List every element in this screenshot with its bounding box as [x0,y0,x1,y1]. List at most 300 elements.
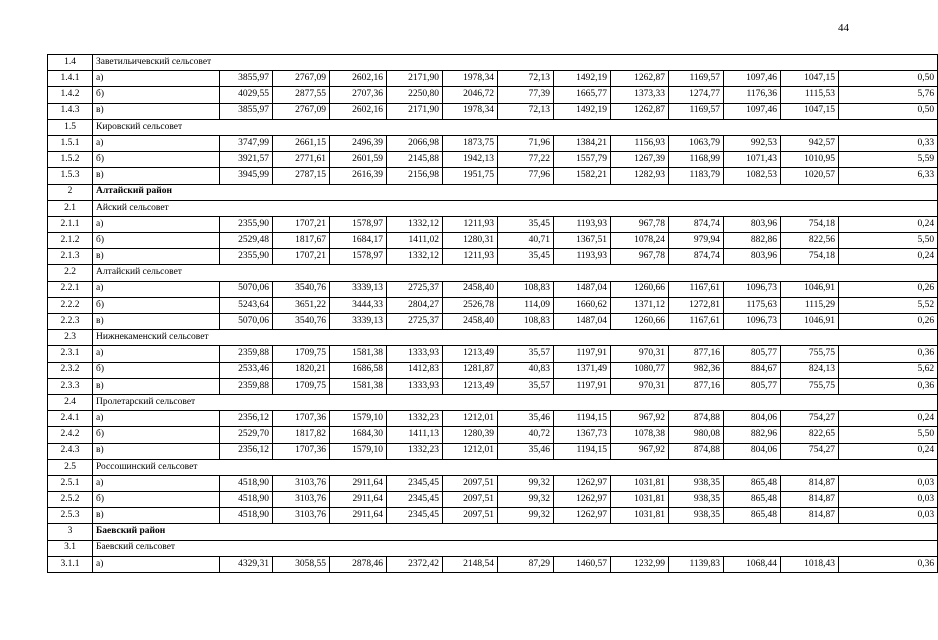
value-cell: 1332,23 [387,411,443,427]
table-row [48,427,938,443]
value-cell: 1373,33 [611,87,669,103]
table-row [48,87,938,103]
value-cell: 0,24 [839,443,938,459]
value-cell: 1080,77 [611,362,669,378]
value-cell: 1280,31 [443,233,498,249]
section-title: Заветильичевский сельсовет [93,55,938,71]
row-label: б) [93,427,220,443]
value-cell: 1031,81 [611,475,669,491]
value-cell: 814,87 [781,508,839,524]
table-row [48,314,938,330]
value-cell: 4518,90 [220,492,273,508]
row-label: а) [93,411,220,427]
value-cell: 2804,27 [387,297,443,313]
row-label: а) [93,475,220,491]
value-cell: 3945,99 [220,168,273,184]
value-cell: 2911,64 [330,492,387,508]
value-cell: 1978,34 [443,103,498,119]
value-cell: 2616,39 [330,168,387,184]
value-cell: 71,96 [498,135,554,151]
value-cell: 35,57 [498,346,554,362]
row-label: а) [93,135,220,151]
value-cell: 2602,16 [330,71,387,87]
value-cell: 992,53 [724,135,781,151]
value-cell: 3339,13 [330,314,387,330]
row-label: а) [93,556,220,572]
row-code: 3.1 [48,540,93,556]
value-cell: 805,77 [724,378,781,394]
value-cell: 40,72 [498,427,554,443]
value-cell: 6,33 [839,168,938,184]
value-cell: 0,26 [839,281,938,297]
row-code: 1.5 [48,119,93,135]
row-label: б) [93,297,220,313]
value-cell: 1260,66 [611,314,669,330]
value-cell: 754,18 [781,216,839,232]
value-cell: 2097,51 [443,475,498,491]
table-row [48,135,938,151]
table-row [48,378,938,394]
value-cell: 3444,33 [330,297,387,313]
row-code: 2.4.3 [48,443,93,459]
value-cell: 0,50 [839,71,938,87]
row-label: в) [93,378,220,394]
row-code: 1.4 [48,55,93,71]
value-cell: 0,03 [839,492,938,508]
value-cell: 1578,97 [330,216,387,232]
value-cell: 1333,93 [387,346,443,362]
value-cell: 1167,61 [669,281,724,297]
value-cell: 1978,34 [443,71,498,87]
value-cell: 35,45 [498,216,554,232]
value-cell: 814,87 [781,475,839,491]
value-cell: 1197,91 [554,378,611,394]
value-cell: 1581,38 [330,346,387,362]
value-cell: 2145,88 [387,152,443,168]
value-cell: 1232,99 [611,556,669,572]
row-label: б) [93,233,220,249]
value-cell: 1115,53 [781,87,839,103]
row-label: в) [93,443,220,459]
value-cell: 755,75 [781,346,839,362]
value-cell: 5243,64 [220,297,273,313]
value-cell: 1031,81 [611,508,669,524]
value-cell: 2355,90 [220,249,273,265]
row-label: а) [93,216,220,232]
value-cell: 865,48 [724,508,781,524]
value-cell: 1274,77 [669,87,724,103]
value-cell: 1097,46 [724,71,781,87]
value-cell: 2771,61 [273,152,330,168]
value-cell: 1333,93 [387,378,443,394]
value-cell: 1411,02 [387,233,443,249]
value-cell: 77,22 [498,152,554,168]
value-cell: 2359,88 [220,346,273,362]
value-cell: 967,92 [611,443,669,459]
value-cell: 938,35 [669,475,724,491]
value-cell: 1686,58 [330,362,387,378]
value-cell: 1332,12 [387,249,443,265]
value-cell: 2601,59 [330,152,387,168]
value-cell: 1169,57 [669,71,724,87]
value-cell: 4029,55 [220,87,273,103]
value-cell: 865,48 [724,475,781,491]
value-cell: 2356,12 [220,411,273,427]
value-cell: 942,57 [781,135,839,151]
table-row [48,297,938,313]
row-code: 1.4.1 [48,71,93,87]
value-cell: 2171,90 [387,103,443,119]
table-row [48,492,938,508]
value-cell: 1332,12 [387,216,443,232]
value-cell: 2911,64 [330,508,387,524]
value-cell: 3103,76 [273,475,330,491]
value-cell: 824,13 [781,362,839,378]
value-cell: 884,67 [724,362,781,378]
row-label: в) [93,103,220,119]
value-cell: 1176,36 [724,87,781,103]
value-cell: 814,87 [781,492,839,508]
row-code: 2.5.2 [48,492,93,508]
page-number: 44 [838,22,849,34]
value-cell: 1665,77 [554,87,611,103]
value-cell: 1707,36 [273,411,330,427]
value-cell: 874,74 [669,216,724,232]
section-row [48,200,938,216]
value-cell: 1384,21 [554,135,611,151]
value-cell: 77,39 [498,87,554,103]
value-cell: 1332,23 [387,443,443,459]
value-cell: 1115,29 [781,297,839,313]
value-cell: 1046,91 [781,281,839,297]
value-cell: 1010,95 [781,152,839,168]
value-cell: 2787,15 [273,168,330,184]
value-cell: 1262,97 [554,475,611,491]
value-cell: 1020,57 [781,168,839,184]
row-code: 2.1.1 [48,216,93,232]
section-title: Нижнекаменский сельсовет [93,330,938,346]
value-cell: 803,96 [724,216,781,232]
value-cell: 1272,81 [669,297,724,313]
value-cell: 2345,45 [387,492,443,508]
value-cell: 5,50 [839,233,938,249]
value-cell: 2046,72 [443,87,498,103]
row-code: 2.1 [48,200,93,216]
value-cell: 1581,38 [330,378,387,394]
table-row [48,103,938,119]
value-cell: 1262,87 [611,71,669,87]
row-code: 2 [48,184,93,200]
value-cell: 3540,76 [273,281,330,297]
section-title: Баевский сельсовет [93,540,938,556]
value-cell: 2097,51 [443,492,498,508]
value-cell: 1820,21 [273,362,330,378]
value-cell: 1175,63 [724,297,781,313]
value-cell: 1211,93 [443,216,498,232]
section-row [48,459,938,475]
table-row [48,556,938,572]
value-cell: 882,96 [724,427,781,443]
value-cell: 1260,66 [611,281,669,297]
value-cell: 754,27 [781,411,839,427]
value-cell: 3855,97 [220,103,273,119]
value-cell: 0,24 [839,411,938,427]
value-cell: 967,92 [611,411,669,427]
row-code: 1.4.2 [48,87,93,103]
value-cell: 1873,75 [443,135,498,151]
table-row [48,216,938,232]
value-cell: 3540,76 [273,314,330,330]
value-cell: 35,46 [498,443,554,459]
value-cell: 1942,13 [443,152,498,168]
value-cell: 2156,98 [387,168,443,184]
value-cell: 1579,10 [330,443,387,459]
value-cell: 938,35 [669,492,724,508]
value-cell: 865,48 [724,492,781,508]
section-title: Айский сельсовет [93,200,938,216]
value-cell: 1262,97 [554,492,611,508]
value-cell: 2171,90 [387,71,443,87]
value-cell: 805,77 [724,346,781,362]
value-cell: 1047,15 [781,71,839,87]
row-code: 2.2.2 [48,297,93,313]
value-cell: 108,83 [498,314,554,330]
value-cell: 1557,79 [554,152,611,168]
value-cell: 0,36 [839,346,938,362]
section-row [48,119,938,135]
value-cell: 1707,21 [273,249,330,265]
value-cell: 1193,93 [554,216,611,232]
value-cell: 0,03 [839,508,938,524]
value-cell: 1046,91 [781,314,839,330]
value-cell: 0,24 [839,216,938,232]
value-cell: 982,36 [669,362,724,378]
value-cell: 970,31 [611,378,669,394]
value-cell: 1411,13 [387,427,443,443]
value-cell: 1212,01 [443,411,498,427]
value-cell: 822,56 [781,233,839,249]
value-cell: 3651,22 [273,297,330,313]
table-row [48,233,938,249]
value-cell: 1096,73 [724,314,781,330]
value-cell: 1071,43 [724,152,781,168]
value-cell: 2602,16 [330,103,387,119]
value-cell: 874,74 [669,249,724,265]
value-cell: 874,88 [669,411,724,427]
data-table [47,54,938,573]
row-code: 2.2.3 [48,314,93,330]
row-code: 2.3.1 [48,346,93,362]
value-cell: 1371,12 [611,297,669,313]
value-cell: 2529,70 [220,427,273,443]
row-label: а) [93,71,220,87]
value-cell: 2533,46 [220,362,273,378]
value-cell: 2725,37 [387,314,443,330]
value-cell: 3103,76 [273,492,330,508]
value-cell: 1211,93 [443,249,498,265]
value-cell: 804,06 [724,443,781,459]
row-code: 2.1.2 [48,233,93,249]
row-code: 2.4.1 [48,411,93,427]
value-cell: 2345,45 [387,475,443,491]
row-label: в) [93,249,220,265]
value-cell: 3921,57 [220,152,273,168]
row-code: 1.5.3 [48,168,93,184]
value-cell: 1367,51 [554,233,611,249]
value-cell: 2355,90 [220,216,273,232]
value-cell: 114,09 [498,297,554,313]
row-code: 2.5 [48,459,93,475]
value-cell: 40,71 [498,233,554,249]
value-cell: 2526,78 [443,297,498,313]
value-cell: 2707,36 [330,87,387,103]
value-cell: 2372,42 [387,556,443,572]
table-row [48,152,938,168]
value-cell: 99,32 [498,508,554,524]
value-cell: 1169,57 [669,103,724,119]
value-cell: 77,96 [498,168,554,184]
value-cell: 4518,90 [220,475,273,491]
value-cell: 980,08 [669,427,724,443]
value-cell: 877,16 [669,378,724,394]
value-cell: 1047,15 [781,103,839,119]
value-cell: 1371,49 [554,362,611,378]
value-cell: 72,13 [498,103,554,119]
district-row [48,184,938,200]
value-cell: 967,78 [611,216,669,232]
value-cell: 1078,24 [611,233,669,249]
value-cell: 1213,49 [443,346,498,362]
value-cell: 1194,15 [554,411,611,427]
value-cell: 1582,21 [554,168,611,184]
value-cell: 5,59 [839,152,938,168]
value-cell: 5,62 [839,362,938,378]
value-cell: 5070,06 [220,314,273,330]
value-cell: 0,36 [839,378,938,394]
value-cell: 755,75 [781,378,839,394]
table-row [48,281,938,297]
value-cell: 1018,43 [781,556,839,572]
row-code: 1.4.3 [48,103,93,119]
value-cell: 3339,13 [330,281,387,297]
value-cell: 1579,10 [330,411,387,427]
value-cell: 5,76 [839,87,938,103]
value-cell: 3855,97 [220,71,273,87]
value-cell: 1487,04 [554,314,611,330]
value-cell: 2458,40 [443,314,498,330]
row-label: в) [93,508,220,524]
value-cell: 4518,90 [220,508,273,524]
value-cell: 2250,80 [387,87,443,103]
value-cell: 1262,87 [611,103,669,119]
row-label: а) [93,281,220,297]
row-code: 2.3 [48,330,93,346]
value-cell: 882,86 [724,233,781,249]
value-cell: 1684,17 [330,233,387,249]
value-cell: 1817,67 [273,233,330,249]
value-cell: 754,18 [781,249,839,265]
value-cell: 2878,46 [330,556,387,572]
value-cell: 87,29 [498,556,554,572]
row-code: 2.5.1 [48,475,93,491]
row-label: а) [93,346,220,362]
value-cell: 0,26 [839,314,938,330]
value-cell: 2066,98 [387,135,443,151]
row-label: б) [93,362,220,378]
value-cell: 40,83 [498,362,554,378]
value-cell: 979,94 [669,233,724,249]
value-cell: 0,36 [839,556,938,572]
value-cell: 1082,53 [724,168,781,184]
section-title: Алтайский сельсовет [93,265,938,281]
value-cell: 1709,75 [273,378,330,394]
value-cell: 1267,39 [611,152,669,168]
row-label: б) [93,152,220,168]
district-title: Алтайский район [93,184,938,200]
value-cell: 72,13 [498,71,554,87]
value-cell: 1707,36 [273,443,330,459]
row-code: 2.4.2 [48,427,93,443]
value-cell: 822,65 [781,427,839,443]
row-code: 2.4 [48,394,93,410]
table-row [48,346,938,362]
value-cell: 1280,39 [443,427,498,443]
value-cell: 1063,79 [669,135,724,151]
value-cell: 1183,79 [669,168,724,184]
value-cell: 0,50 [839,103,938,119]
section-row [48,55,938,71]
row-code: 2.1.3 [48,249,93,265]
row-code: 3 [48,524,93,540]
value-cell: 1707,21 [273,216,330,232]
section-title: Кировский сельсовет [93,119,938,135]
section-title: Россошинский сельсовет [93,459,938,475]
value-cell: 803,96 [724,249,781,265]
value-cell: 1492,19 [554,103,611,119]
value-cell: 1660,62 [554,297,611,313]
table-row [48,411,938,427]
value-cell: 1817,82 [273,427,330,443]
value-cell: 5,52 [839,297,938,313]
row-code: 2.5.3 [48,508,93,524]
value-cell: 1078,38 [611,427,669,443]
section-row [48,265,938,281]
value-cell: 754,27 [781,443,839,459]
value-cell: 1193,93 [554,249,611,265]
value-cell: 1194,15 [554,443,611,459]
value-cell: 1492,19 [554,71,611,87]
value-cell: 2661,15 [273,135,330,151]
value-cell: 2767,09 [273,103,330,119]
value-cell: 2356,12 [220,443,273,459]
value-cell: 938,35 [669,508,724,524]
value-cell: 804,06 [724,411,781,427]
value-cell: 3058,55 [273,556,330,572]
value-cell: 1951,75 [443,168,498,184]
value-cell: 0,03 [839,475,938,491]
row-label: в) [93,168,220,184]
value-cell: 35,57 [498,378,554,394]
row-code: 2.2.1 [48,281,93,297]
value-cell: 2725,37 [387,281,443,297]
value-cell: 0,24 [839,249,938,265]
value-cell: 1168,99 [669,152,724,168]
row-label: в) [93,314,220,330]
value-cell: 2877,55 [273,87,330,103]
row-code: 2.3.3 [48,378,93,394]
value-cell: 1412,83 [387,362,443,378]
value-cell: 1156,93 [611,135,669,151]
